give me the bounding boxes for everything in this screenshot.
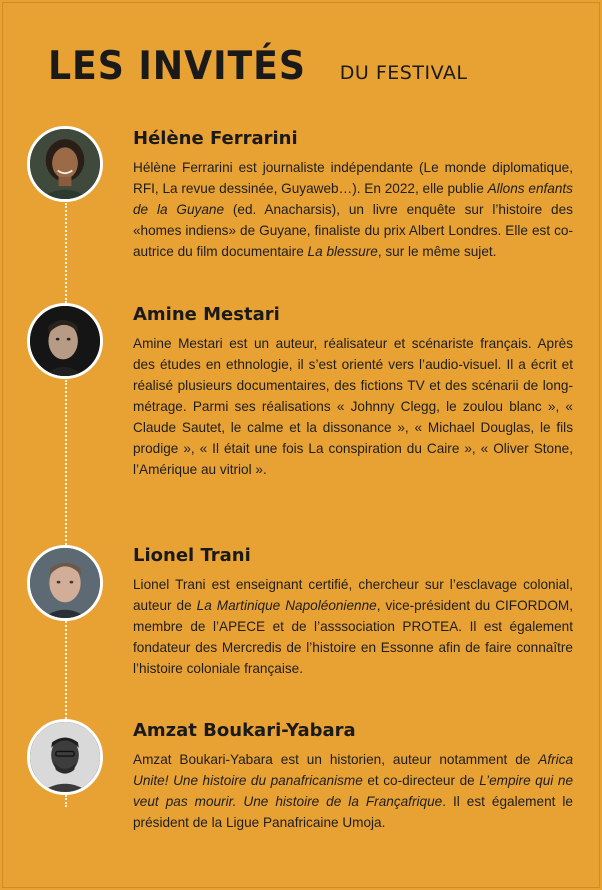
bio-text: . Il est également le président de la Ligue Panafricaine Umoja. xyxy=(133,794,573,830)
guest-bio xyxy=(133,749,573,833)
timeline-connector xyxy=(65,203,67,303)
page-header xyxy=(48,44,467,89)
bio-text: Amzat Boukari-Yabara est un historien, auteur notamment de xyxy=(133,752,539,767)
guest-bio xyxy=(133,157,573,262)
bio-text: , sur le même sujet. xyxy=(377,244,497,259)
guest-name: Amine Mestari xyxy=(133,304,280,325)
portrait-woman-icon xyxy=(30,129,100,199)
portrait-man-icon xyxy=(30,548,100,618)
guest-photo-amzat-boukari-yabara xyxy=(27,719,103,795)
bio-text: Amine Mestari est un auteur, réalisateur et scénariste français. Après des études en ethnologie, il s’est orienté vers l’audio-visuel. Il a écrit et réalisé plusieurs documentaires, des fictions TV et des scénarii de long-métrage. Parmi ses réalisations « Johnny Clegg, le zoulou blanc », « Claude Sautet, le calme et la dissonance », « Michael Douglas, le fils prodige », « Il était une fois La conspiration du Caire », « Oliver Stone, l’Amérique au vitriol ». xyxy=(133,336,573,477)
guest-name: Amzat Boukari-Yabara xyxy=(133,720,356,741)
portrait-man-icon xyxy=(30,306,100,376)
bio-text: Lionel Trani est enseignant certifié, chercheur sur l’esclavage colonial, auteur de xyxy=(133,577,573,613)
timeline-connector xyxy=(65,795,67,807)
bio-text: et co-directeur de xyxy=(362,773,480,788)
guest-bio xyxy=(133,574,573,679)
guest-bio xyxy=(133,333,573,480)
guest-card xyxy=(133,304,573,480)
bio-text: Hélène Ferrarini est journaliste indépendante (Le monde diplomatique, RFI, La revue dessinée, Guyaweb…). En 2022, elle publie xyxy=(133,160,573,196)
work-title: La Martinique Napoléonienne xyxy=(196,598,377,613)
timeline-connector xyxy=(65,380,67,545)
guest-card xyxy=(133,128,573,262)
timeline-connector xyxy=(65,621,67,719)
guest-card xyxy=(133,720,573,833)
bio-text: (ed. Anacharsis), un livre enquête sur l’histoire des «homes indiens» de Guyane, finaliste du prix Albert Londres. Elle est co-autrice du film documentaire xyxy=(133,202,573,259)
page-title: LES INVITÉS xyxy=(48,44,306,89)
guest-name: Lionel Trani xyxy=(133,545,251,566)
work-title: L’empire qui ne veut pas mourir. Une histoire de la Françafrique xyxy=(133,773,573,809)
work-title: La blessure xyxy=(307,244,378,259)
work-title: Allons enfants de la Guyane xyxy=(133,181,573,217)
guest-card xyxy=(133,545,573,679)
bio-text: , vice-président du CIFORDOM, membre de l’APECE et de l’asssociation PROTEA. Il est également fondateur des Mercredis de l’histoire en Essonne afin de faire connaître l’histoire coloniale française. xyxy=(133,598,573,676)
portrait-man-icon xyxy=(30,722,100,792)
guest-photo-helene-ferrarini xyxy=(27,126,103,202)
page-subtitle: DU FESTIVAL xyxy=(339,62,468,84)
guest-name: Hélène Ferrarini xyxy=(133,128,298,149)
work-title: Africa Unite! Une histoire du panafricanisme xyxy=(133,752,573,788)
guest-photo-amine-mestari xyxy=(27,303,103,379)
guest-photo-lionel-trani xyxy=(27,545,103,621)
